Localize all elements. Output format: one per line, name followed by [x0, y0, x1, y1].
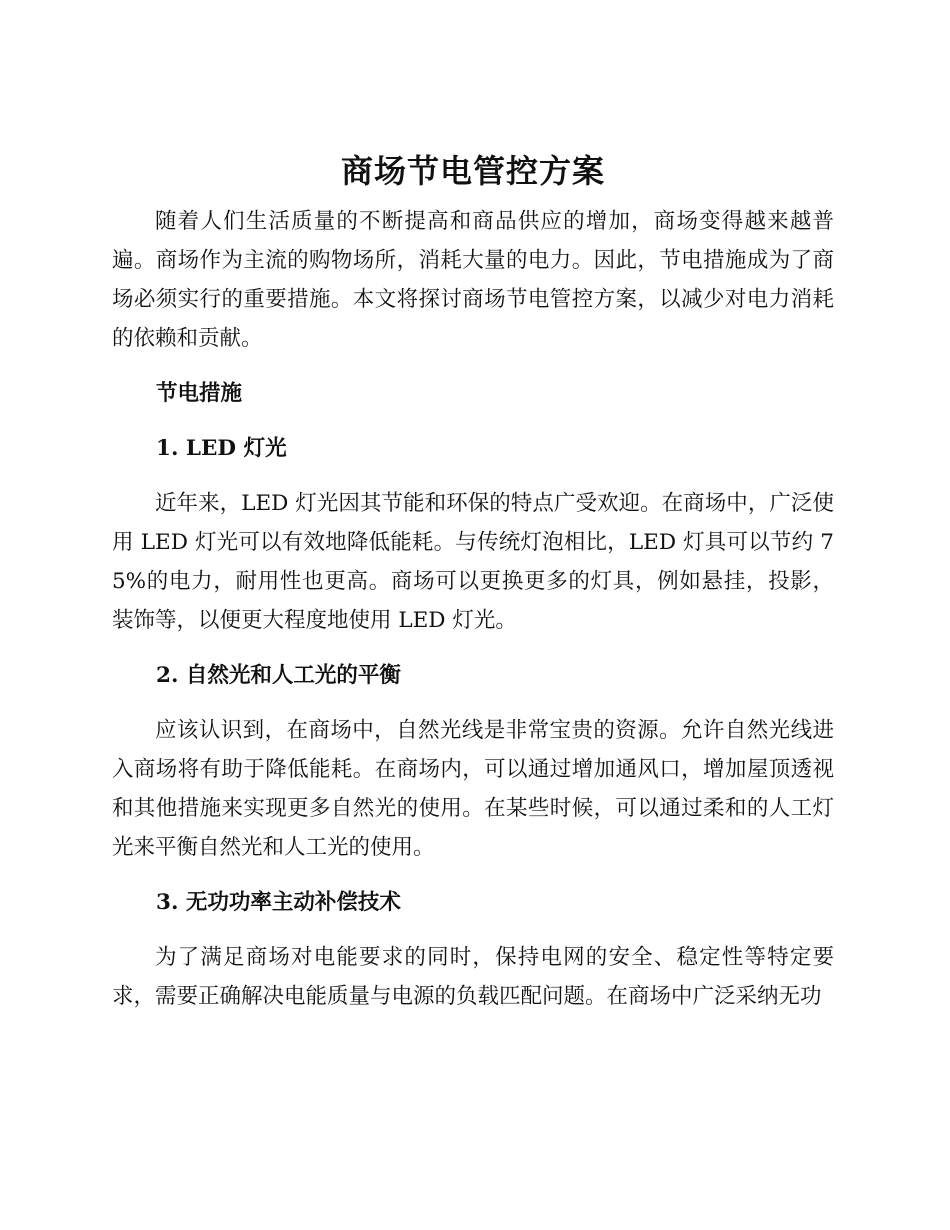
- paragraph-reactive-power: 为了满足商场对电能要求的同时，保持电网的安全、稳定性等特定要求，需要正确解决电能质量与电源的负载匹配问题。在商场中广泛采纳无功: [112, 945, 834, 1009]
- subsection-heading-reactive-power: 3. 无功功率主动补偿技术: [156, 890, 401, 915]
- document-title: 商场节电管控方案: [340, 152, 605, 190]
- section-heading-measures: 节电措施: [156, 381, 243, 406]
- subsection-heading-light-balance: 2. 自然光和人工光的平衡: [156, 663, 401, 688]
- intro-paragraph: 随着人们生活质量的不断提高和商品供应的增加，商场变得越来越普遍。商场作为主流的购物场所，消耗大量的电力。因此，节电措施成为了商场必须实行的重要措施。本文将探讨商场节电管控方案，以减少对电力消耗的依赖和贡献。: [112, 209, 834, 351]
- subsection-heading-led: 1. LED 灯光: [156, 436, 287, 461]
- paragraph-light-balance: 应该认识到，在商场中，自然光线是非常宝贵的资源。允许自然光线进入商场将有助于降低能耗。在商场内，可以通过增加通风口，增加屋顶透视和其他措施来实现更多自然光的使用。在某些时候，可以通过柔和的人工灯光来平衡自然光和人工光的使用。: [112, 718, 834, 860]
- document-page: [112, 140, 834, 1016]
- paragraph-led: 近年来，LED 灯光因其节能和环保的特点广受欢迎。在商场中，广泛使用 LED 灯光可以有效地降低能耗。与传统灯泡相比，LED 灯具可以节约 75%的电力，耐用性也更高。商场可以更换更多的灯具，例如悬挂，投影，装饰等，以便更大程度地使用 LED 灯光。: [112, 491, 834, 633]
